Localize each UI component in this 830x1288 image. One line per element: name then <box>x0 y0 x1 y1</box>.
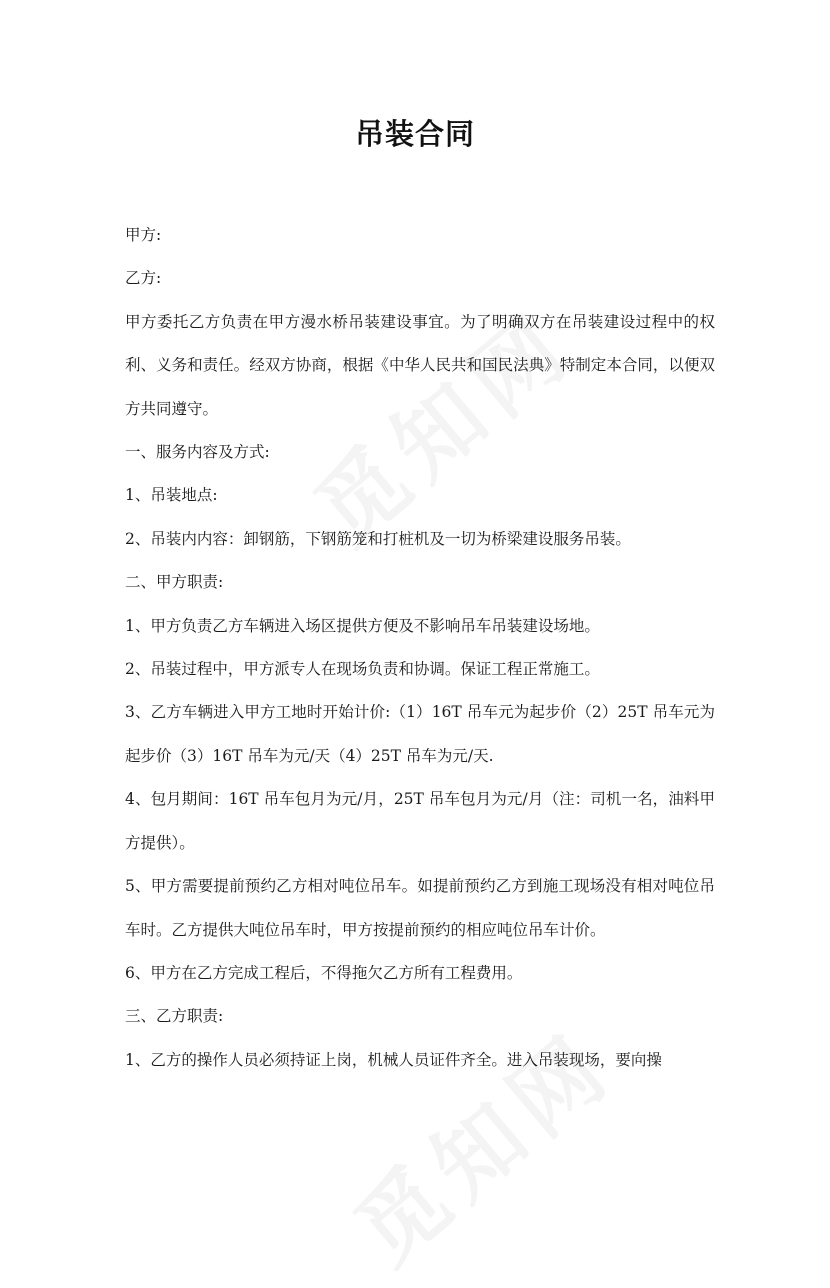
clause: 2、吊装过程中，甲方派专人在现场负责和协调。保证工程正常施工。 <box>125 660 600 679</box>
clause: 1、甲方负责乙方车辆进入场区提供方便及不影响吊车吊装建设场地。 <box>125 616 600 635</box>
clause: 1、吊装地点: <box>125 486 218 505</box>
section-heading: 一、服务内容及方式: <box>125 443 270 462</box>
clause: 1、乙方的操作人员必须持证上岗，机械人员证件齐全。进入吊装现场，要向操 <box>125 1050 662 1069</box>
document-body <box>125 214 715 1082</box>
party-a-label: 甲方: <box>125 226 162 244</box>
document-title: 吊装合同 <box>354 117 475 151</box>
party-b-label: 乙方: <box>125 269 162 288</box>
clause: 5、甲方需要提前预约乙方相对吨位吊车。如提前预约乙方到施工现场没有相对吨位吊车时。乙方提供大吨位吊车时，甲方按提前预约的相应吨位吊车计价。 <box>125 877 715 939</box>
preamble-paragraph: 甲方委托乙方负责在甲方漫水桥吊装建设事宜。为了明确双方在吊装建设过程中的权利、义务和责任。经双方协商，根据《中华人民共和国民法典》特制定本合同，以便双方共同遵守。 <box>125 312 715 418</box>
clause: 3、乙方车辆进入甲方工地时开始计价:（1）16T 吊车元为起步价（2）25T 吊车元为起步价（3）16T 吊车为元/天（4）25T 吊车为元/天. <box>125 703 715 765</box>
clause: 2、吊装内内容：卸钢筋，下钢筋笼和打桩机及一切为桥梁建设服务吊装。 <box>125 529 631 548</box>
section-heading: 三、乙方职责: <box>125 1007 224 1026</box>
clause: 6、甲方在乙方完成工程后，不得拖欠乙方所有工程费用。 <box>125 963 523 982</box>
section-heading: 二、甲方职责: <box>125 573 224 592</box>
clause: 4、包月期间：16T 吊车包月为元/月，25T 吊车包月为元/月（注：司机一名，油料甲方提供）。 <box>125 790 715 852</box>
